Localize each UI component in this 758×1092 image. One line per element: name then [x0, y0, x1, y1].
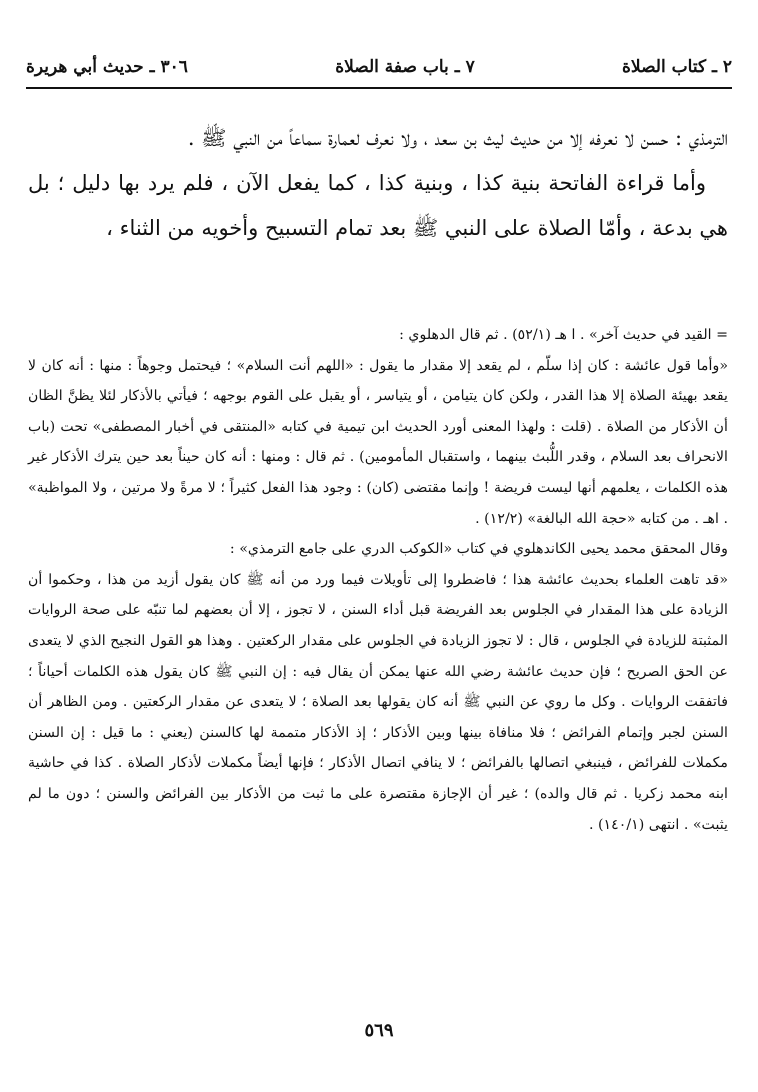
footnote-paragraph: «قد تاهت العلماء بحديث عائشة هذا ؛ فاضطروا إلى تأويلات فيما ورد من أنه ﷺ كان يقول أزيد من هذا ، وحكموا أن الزيادة على هذا المقدار في الجلوس بعد الفريضة قبل أداء السنن ، لا تجوز ، إلا أن بعضهم لما تنبّه على صحة الروايات المثبتة للزيادة في الجلوس ، قال : لا تجوز الزيادة في الجلوس على مقدار الركعتين . وهذا هو القول النجيح الذي لا يتعدى عن الحق الصريح ؛ فإن حديث عائشة رضي الله عنها يمكن أن يقال فيه : إن النبي ﷺ كان يقول هذه الكلمات أحياناً ؛ فاتفقت الروايات . وكل ما روي عن النبي ﷺ أنه كان يقولها بعد الصلاة ؛ لا يتعدى عن مقدار الركعتين . ومن الظاهر أن السنن لجبر وإتمام الفرائض ؛ فلا منافاة بينها وبين الأذكار ؛ إذ الأذكار متممة لها كالسنن (يعني : ما قيل : إن السنن مكملات للفرائض ، فينبغي اتصالها بالفرائض ؛ لا ينافي اتصال الأذكار ؛ فإنها أيضاً مكملات لأذكار الصلاة . كذا في حاشية ابنه محمد زكريا . ثم قال والده) ؛ غير أن الإجازة مقتصرة على ما ثبت من الأذكار بين الفرائض والسنن ؛ دون ما لم يثبت» . انتهى (١٤٠/١) . [28, 571, 728, 833]
header-book-title: ٢ ـ كتاب الصلاة [622, 57, 732, 77]
header-chapter-title: ٧ ـ باب صفة الصلاة [335, 57, 475, 77]
footnote-paragraph: «وأما قول عائشة : كان إذا سلّم ، لم يقعد إلا مقدار ما يقول : «اللهم أنت السلام» ؛ فيحتمل وجوهاً : منها : أنه كان لا يقعد بهيئة الصلاة إلا هذا القدر ، ولكن كان يتيامن ، أو يتياسر ، أو يقبل على القوم بوجهه ؛ فيأتي بالأذكار لئلا يظنَّ الظان أن الأذكار من الصلاة . (قلت : ولهذا المعنى أورد الحديث ابن تيمية في كتابه «المنتقى في أخبار المصطفى» تحت (باب الانحراف بعد السلام ، وقدر اللُّبث بينهما ، واستقبال المأمومين) . ثم قال : ومنها : أنه كان حيناً بعد حين يترك الأذكار غير هذه الكلمات ، يعلمهم أنها ليست فريضة ! وإنما مقتضى (كان) : وجود هذا الفعل كثيراً ؛ لا مرةً ولا مرتين ، ولا المواظبة» . اهـ . من كتابه «حجة الله البالغة» (١٢/٢) . [28, 357, 728, 527]
footnote-paragraph: = القيد في حديث آخر» . ا هـ (٥٢/١) . ثم قال الدهلوي : [399, 327, 728, 343]
running-header [26, 50, 732, 84]
header-divider [26, 87, 732, 89]
main-paragraph: الترمذي : حسن لا نعرفه إلا من حديث ليث بن سعد ، ولا نعرف لعمارة سماعاً من النبي ﷺ . [187, 126, 728, 150]
footnote-paragraph: وقال المحقق محمد يحيى الكاندهلوي في كتاب «الكوكب الدري على جامع الترمذي» : [229, 541, 728, 558]
page-number: ٥٦٩ [364, 1020, 394, 1041]
header-hadith-title: ٣٠٦ ـ حديث أبي هريرة [26, 57, 188, 77]
main-paragraph: وأما قراءة الفاتحة بنية كذا ، وبنية كذا ، كما يفعل الآن ، فلم يرد بها دليل ؛ بل هي بدعة ، وأمّا الصلاة على النبي ﷺ بعد تمام التسبيح وأخويه من الثناء ، [28, 171, 728, 240]
main-text [28, 116, 728, 251]
footnote-text [28, 320, 728, 840]
